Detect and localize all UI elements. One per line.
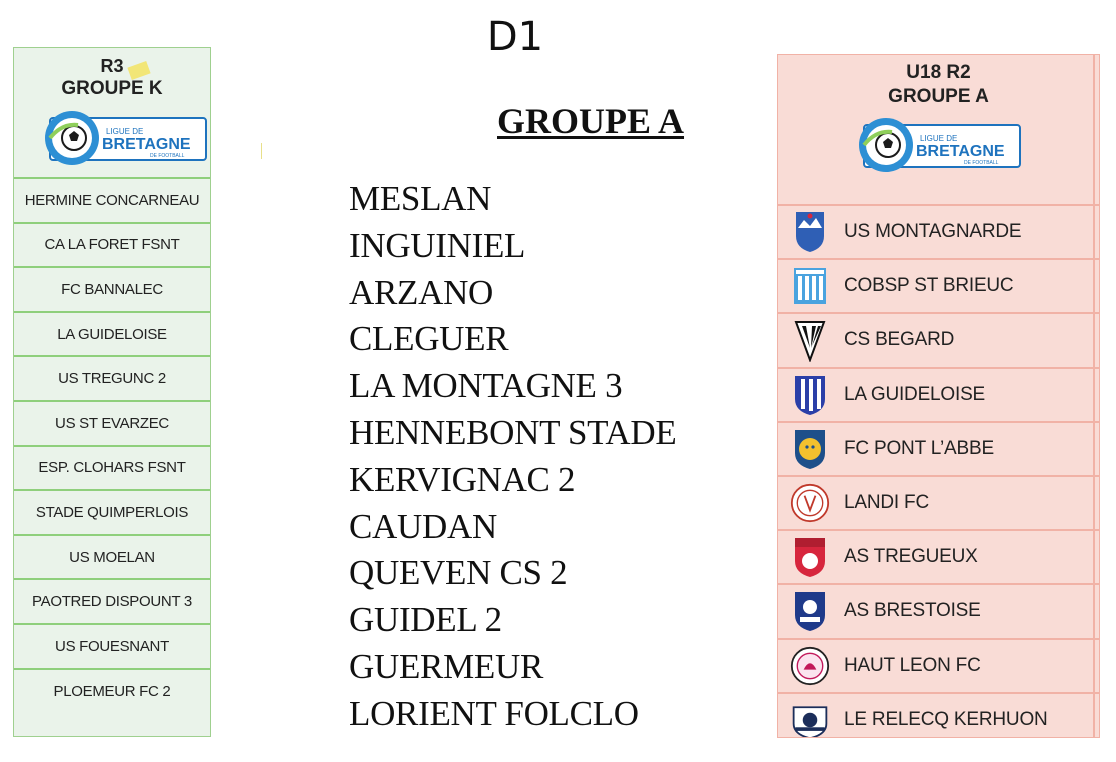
club-name: AS TREGUEUX xyxy=(844,546,978,568)
cs-begard-crest-icon xyxy=(790,318,830,362)
fc-pont-labbe-crest-icon xyxy=(790,427,830,471)
u18-group-title: GROUPE A xyxy=(888,86,989,107)
list-item: US MOELAN xyxy=(14,536,210,581)
list-item: PAOTRED DISPOUNT 3 xyxy=(14,580,210,625)
la-guideloise-crest-icon xyxy=(790,373,830,417)
list-item xyxy=(778,314,1099,368)
list-item xyxy=(778,260,1099,314)
list-item xyxy=(778,694,1099,738)
list-item: KERVIGNAC 2 xyxy=(349,459,576,499)
club-name: US MONTAGNARDE xyxy=(844,221,1022,243)
list-item: PLOEMEUR FC 2 xyxy=(53,683,171,701)
list-item: INGUINIEL xyxy=(349,225,526,265)
list-item: STADE QUIMPERLOIS xyxy=(14,491,210,536)
groupe-a-list xyxy=(349,176,676,738)
list-item: HENNEBONT STADE xyxy=(349,412,677,452)
club-name: COBSP ST BRIEUC xyxy=(844,275,1014,297)
logo-line3: DE FOOTBALL xyxy=(150,153,185,159)
list-item: US FOUESNANT xyxy=(14,625,210,670)
list-item xyxy=(778,640,1099,694)
club-name: FC PONT L’ABBE xyxy=(844,437,994,459)
list-item xyxy=(778,585,1099,639)
list-item: CA LA FORET FSNT xyxy=(14,224,210,269)
list-item: MESLAN xyxy=(349,179,492,218)
club-name: CS BEGARD xyxy=(844,329,955,351)
list-item: HERMINE CONCARNEAU xyxy=(14,179,210,224)
list-item: US TREGUNC 2 xyxy=(14,357,210,402)
list-item xyxy=(778,423,1099,477)
r3-header xyxy=(14,48,210,179)
u18-r2-groupe-a-panel xyxy=(777,54,1100,738)
us-montagnarde-crest-icon xyxy=(790,210,830,254)
list-item: CLEGUER xyxy=(349,319,509,359)
list-item xyxy=(778,531,1099,585)
club-name: LE RELECQ KERHUON xyxy=(844,708,1048,730)
logo-line2: BRETAGNE xyxy=(916,143,1005,160)
stray-mark xyxy=(261,143,262,159)
list-item: ARZANO xyxy=(349,272,494,312)
as-brestoise-crest-icon xyxy=(790,589,830,633)
landi-fc-crest-icon xyxy=(790,481,830,525)
ligue-bretagne-logo-icon xyxy=(856,116,1024,174)
haut-leon-fc-crest-icon xyxy=(790,644,830,688)
list-item xyxy=(778,477,1099,531)
r3-group-title: GROUPE K xyxy=(61,78,163,99)
club-name: LANDI FC xyxy=(844,492,929,514)
logo-line1: LIGUE DE xyxy=(920,134,958,143)
list-item: CAUDAN xyxy=(349,506,497,546)
list-item xyxy=(778,369,1099,423)
le-relecq-kerhuon-crest-icon xyxy=(790,698,830,738)
list-item: LA GUIDELOISE xyxy=(14,313,210,358)
list-item: GUIDEL 2 xyxy=(349,600,502,640)
as-tregueux-crest-icon xyxy=(790,535,830,579)
r3-title: R3 xyxy=(100,56,124,76)
list-item: LORIENT FOLCLO xyxy=(349,693,639,733)
logo-line1: LIGUE DE xyxy=(106,127,144,136)
u18-title: U18 R2 xyxy=(906,62,971,83)
list-item: LA MONTAGNE 3 xyxy=(349,366,623,406)
u18-header xyxy=(778,55,1099,206)
page-title: D1 xyxy=(486,14,544,60)
list-item: US ST EVARZEC xyxy=(14,402,210,447)
list-item: FC BANNALEC xyxy=(14,268,210,313)
club-name: LA GUIDELOISE xyxy=(844,383,986,405)
ligue-bretagne-logo-icon xyxy=(42,109,210,167)
club-name: HAUT LEON FC xyxy=(844,654,981,676)
logo-line2: BRETAGNE xyxy=(102,136,191,153)
list-item: QUEVEN CS 2 xyxy=(349,553,568,593)
list-item: ESP. CLOHARS FSNT xyxy=(14,447,210,492)
logo-line3: DE FOOTBALL xyxy=(964,160,999,166)
list-item xyxy=(778,206,1099,260)
list-item: GUERMEUR xyxy=(349,646,543,686)
cobsp-crest-icon xyxy=(790,264,830,308)
r3-groupe-k-panel xyxy=(13,47,211,737)
groupe-a-heading: GROUPE A xyxy=(497,101,685,141)
club-name: AS BRESTOISE xyxy=(844,600,981,622)
